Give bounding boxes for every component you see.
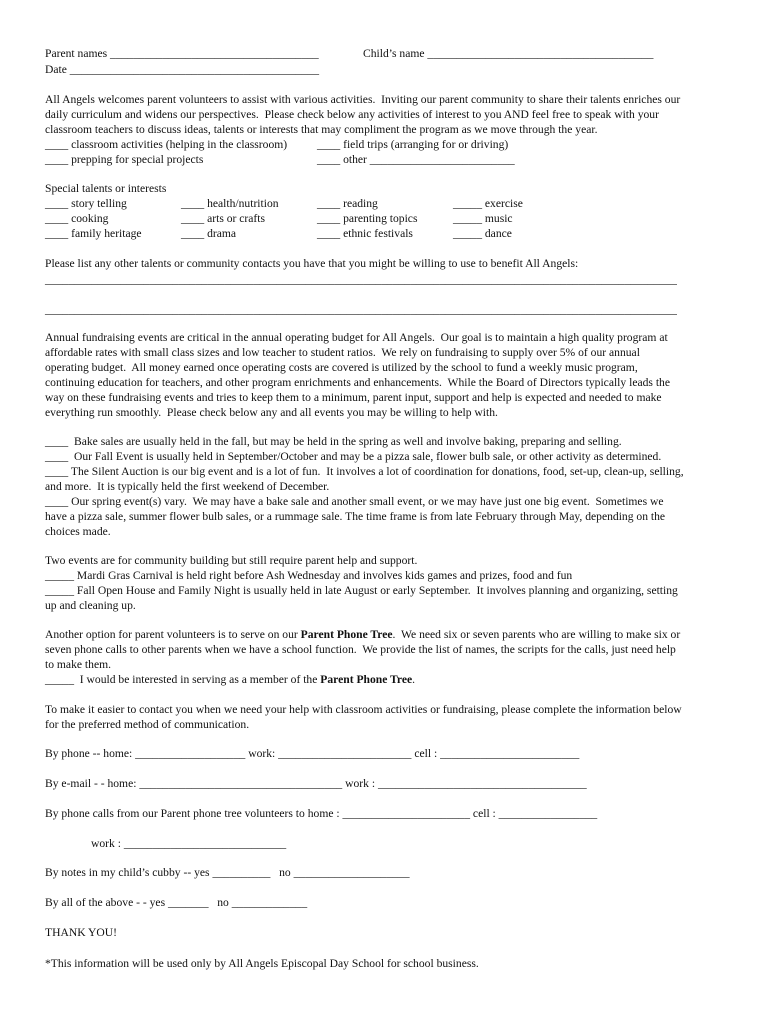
phone-tree-line-1-pre: Another option for parent volunteers is to serve on our — [45, 628, 301, 641]
event-spring-events-cont-1: have a pizza sale, summer flower bulb sales, or a rummage sale. The time frame is from late February through May, depending on the — [45, 510, 666, 523]
fundraising-line-6: everything run smoothly. Please check below any and all events you may be willing to help with. — [45, 406, 498, 419]
other-talents-prompt: Please list any other talents or community contacts you have that you might be willing to use to benefit All Angels: — [45, 257, 579, 270]
option-classroom-activities[interactable]: ____ classroom activities (helping in the classroom) — [45, 138, 288, 151]
event-silent-auction-cont: and more. It is typically held the first weekend of December. — [45, 480, 330, 493]
talent-story-telling[interactable]: ____ story telling — [45, 197, 127, 210]
phone-tree-checkbox-term: Parent Phone Tree — [320, 673, 413, 686]
footnote: *This information will be used only by All Angels Episcopal Day School for school business. — [45, 957, 479, 970]
phone-tree-checkbox-pre: _____ I would be interested in serving as a member of the — [45, 673, 321, 686]
other-talents-line-1[interactable]: _____________________________________________________________________________________________________________ — [45, 273, 677, 286]
intro-line-1: All Angels welcomes parent volunteers to assist with various activities. Inviting our parent community to share their talents enriches our — [45, 93, 681, 106]
phone-tree-term: Parent Phone Tree — [300, 628, 393, 641]
fundraising-line-2: affordable rates with small class sizes and low teacher to student ratios. We rely on fundraising to supply over 5% of our annual — [45, 346, 640, 359]
phone-tree-line-1 — [45, 627, 680, 642]
contact-intro-2: for the preferred method of communication. — [45, 718, 250, 731]
contact-by-phone-tree[interactable]: By phone calls from our Parent phone tree volunteers to home : ______________________ cell : _________________ — [45, 807, 598, 820]
fundraising-line-1: Annual fundraising events are critical in the annual operating budget for All Angels. Our goal is to maintain a high quality program at — [45, 331, 668, 344]
talent-music[interactable]: _____ music — [453, 212, 513, 225]
talent-arts-crafts[interactable]: ____ arts or crafts — [181, 212, 266, 225]
option-field-trips[interactable]: ____ field trips (arranging for or driving) — [317, 138, 509, 151]
talent-exercise[interactable]: _____ exercise — [453, 197, 523, 210]
phone-tree-line-1-post: . We need six or seven parents who are willing to make six or — [392, 628, 681, 641]
date-field[interactable]: Date ___________________________________________ — [45, 63, 320, 76]
event-spring-events[interactable]: ____ Our spring event(s) vary. We may have a bake sale and another small event, or we may have just one big event. Sometimes we — [45, 495, 664, 508]
phone-tree-checkbox-post: . — [412, 673, 416, 686]
contact-by-phone[interactable]: By phone -- home: ___________________ work: _______________________ cell : ________________________ — [45, 747, 580, 760]
event-fall-event[interactable]: ____ Our Fall Event is usually held in September/October and may be a pizza sale, flower bulb sale, or other activity as determined. — [45, 450, 662, 463]
phone-tree-line-2: seven phone calls to other parents when we have a school function. We provide the list of names, the scripts for the calls, just need help — [45, 643, 676, 656]
event-fall-open-house-cont: up and cleaning up. — [45, 599, 136, 612]
contact-by-all[interactable]: By all of the above - - yes _______ no _____________ — [45, 896, 308, 909]
event-fall-open-house[interactable]: _____ Fall Open House and Family Night is usually held in late August or early September. It involves planning and organizing, setting — [45, 584, 678, 597]
fundraising-line-5: way on these fundraising events and tries to keep them to a minimum, parent input, support and help is expected and needed to make — [45, 391, 662, 404]
talent-dance[interactable]: _____ dance — [453, 227, 512, 240]
talent-family-heritage[interactable]: ____ family heritage — [45, 227, 142, 240]
contact-by-notes[interactable]: By notes in my child’s cubby -- yes __________ no ____________________ — [45, 866, 410, 879]
event-bake-sales[interactable]: ____ Bake sales are usually held in the fall, but may be held in the spring as well and involve baking, preparing and selling. — [45, 435, 622, 448]
talent-cooking[interactable]: ____ cooking — [45, 212, 109, 225]
talents-heading: Special talents or interests — [45, 182, 167, 195]
intro-line-2: daily curriculum and widens our perspectives. Please check below any activities of interest to you AND feel free to speak with your — [45, 108, 659, 121]
talent-drama[interactable]: ____ drama — [181, 227, 237, 240]
contact-by-email[interactable]: By e-mail - - home: ___________________________________ work : ____________________________________ — [45, 777, 587, 790]
talent-ethnic-festivals[interactable]: ____ ethnic festivals — [317, 227, 413, 240]
phone-tree-checkbox[interactable] — [45, 672, 415, 687]
fundraising-line-4: continuing education for teachers, and other program enrichments and enhancements. While the Board of Directors typically leads the — [45, 376, 670, 389]
fundraising-line-3: operating budget. All money earned once operating costs are covered is utilized by the school to fund a weekly music program, — [45, 361, 638, 374]
option-prepping-projects[interactable]: ____ prepping for special projects — [45, 153, 204, 166]
talent-health-nutrition[interactable]: ____ health/nutrition — [181, 197, 279, 210]
event-silent-auction[interactable]: ____ The Silent Auction is our big event and is a lot of fun. It involves a lot of coordination for donations, food, set-up, clean-up, selling, — [45, 465, 684, 478]
phone-tree-line-3: to make them. — [45, 658, 112, 671]
option-other[interactable]: ____ other _________________________ — [317, 153, 515, 166]
contact-work[interactable]: work : ____________________________ — [91, 837, 287, 850]
parent-names-field[interactable]: Parent names ____________________________________ — [45, 47, 319, 60]
contact-intro-1: To make it easier to contact you when we need your help with classroom activities or fundraising, please complete the information below — [45, 703, 682, 716]
talent-reading[interactable]: ____ reading — [317, 197, 378, 210]
other-talents-line-2[interactable]: _____________________________________________________________________________________________________________ — [45, 303, 677, 316]
intro-line-3: classroom teachers to discuss ideas, talents or interests that may compliment the program as we move through the year. — [45, 123, 598, 136]
community-intro: Two events are for community building but still require parent help and support. — [45, 554, 418, 567]
event-spring-events-cont-2: choices made. — [45, 525, 111, 538]
talent-parenting-topics[interactable]: ____ parenting topics — [317, 212, 418, 225]
thank-you: THANK YOU! — [45, 926, 118, 939]
event-mardi-gras[interactable]: _____ Mardi Gras Carnival is held right before Ash Wednesday and involves kids games and prizes, food and fun — [45, 569, 573, 582]
childs-name-field[interactable]: Child’s name _______________________________________ — [363, 47, 654, 60]
